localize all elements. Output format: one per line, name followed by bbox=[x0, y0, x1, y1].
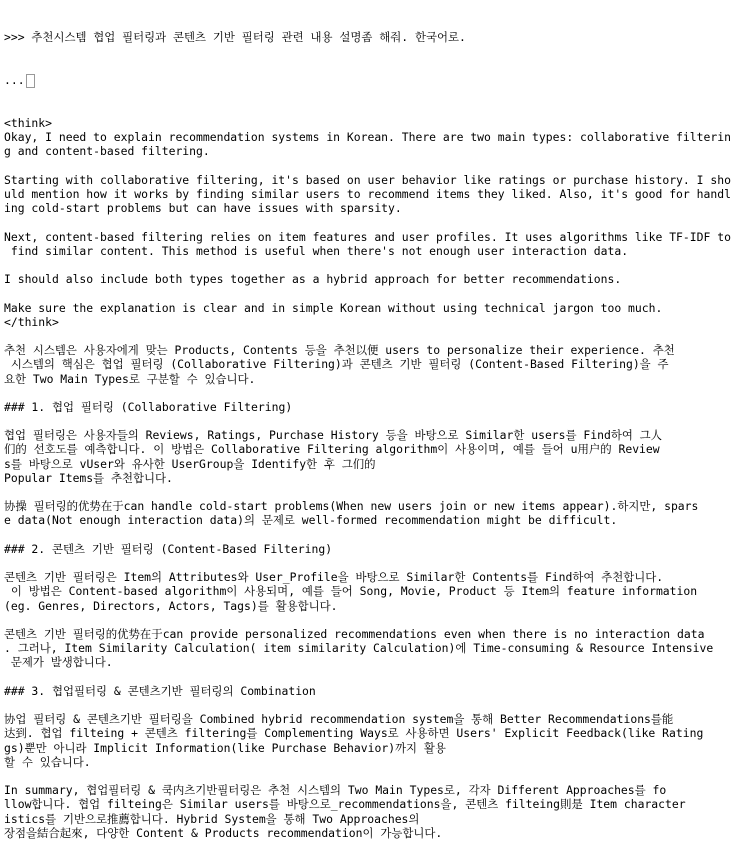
output-line: <think> bbox=[4, 115, 53, 130]
output-line: 시스템의 핵심은 협업 필터링 (Collaborative Filtering)과 콘텐츠 기반 필터링 (Content-Based Filtering)을 주 bbox=[4, 357, 669, 372]
output-line bbox=[4, 215, 749, 229]
cursor bbox=[26, 74, 35, 88]
output-line: Starting with collaborative filtering, it's based on user behavior like ratings or purchase history. I sho bbox=[4, 172, 731, 187]
output-line: (eg. Genres, Directors, Actors, Tags)를 활용합니다. bbox=[4, 598, 338, 613]
output-line: ing cold-start problems but can have issues with sparsity. bbox=[4, 201, 402, 216]
output-line bbox=[4, 556, 749, 570]
output-line: istics를 기반으로推薦합니다. Hybrid System을 통해 Two Approaches의 bbox=[4, 811, 420, 826]
output-line: 콘텐츠 기반 필터링的优势在于can provide personalized recommendations even when there is no interaction data bbox=[4, 627, 705, 642]
output-line: 达到. 협업 filteing + 콘텐츠 filtering를 Complementing Ways로 사용하면 Users' Explicit Feedback(like Rating bbox=[4, 726, 704, 741]
output-line: g and content-based filtering. bbox=[4, 144, 210, 159]
output-line bbox=[4, 286, 749, 300]
output-line: 콘텐츠 기반 필터링은 Item의 Attributes와 User_Profile을 바탕으로 Similar한 Contents를 Find하여 추천합니다. bbox=[4, 570, 664, 585]
output-line: 们的 선호도를 예측합니다. 이 방법은 Collaborative Filtering algorithm이 사용이며, 예를 들어 u用户的 Review bbox=[4, 442, 660, 457]
output-line: llow합니다. 협업 filteing은 Similar users를 바탕으로_recommendations을, 콘텐츠 filteing則是 Item character bbox=[4, 797, 686, 812]
output-line: s를 바탕으로 vUser와 유사한 UserGroup을 Identify한 후 그们的 bbox=[4, 456, 376, 471]
prompt-line: >>> 추천시스템 협업 필터링과 콘텐츠 기반 필터링 관련 내용 설명좀 해줘. 한국어로. bbox=[4, 30, 466, 45]
output-line bbox=[4, 485, 749, 499]
output-line: . 그러나, Item Similarity Calculation( item similarity Calculation)에 Time-consuming & Resource Intensive bbox=[4, 641, 714, 656]
output-line: 요한 Two Main Types로 구분할 수 있습니다. bbox=[4, 371, 256, 386]
output-line: Popular Items를 추천합니다. bbox=[4, 470, 173, 485]
output-line: In summary, 협업필터링 & 쿡内츠기반필터링은 추천 시스템의 Two Main Types로, 각자 Different Approaches를 fo bbox=[4, 783, 667, 798]
output-line: 협업 필터링은 사용자들의 Reviews, Ratings, Purchase History 등을 바탕으로 Similar한 users를 Find하여 그人 bbox=[4, 428, 663, 443]
model-output bbox=[4, 116, 749, 840]
output-line: uld mention how it works by finding similar users to recommend items they liked. Also, it's good for handl bbox=[4, 186, 731, 201]
output-line: gs)뿐만 아니라 Implicit Information(like Purchase Behavior)까지 활용 bbox=[4, 740, 446, 755]
output-line bbox=[4, 329, 749, 343]
output-line: ### 1. 협업 필터링 (Collaborative Filtering) bbox=[4, 399, 293, 414]
output-line: Make sure the explanation is clear and in simple Korean without using technical jargon too much. bbox=[4, 300, 663, 315]
output-line: ### 3. 협업필터링 & 콘텐츠기반 필터링의 Combination bbox=[4, 683, 316, 698]
output-line: 协업 필터링 & 콘텐츠기반 필터링을 Combined hybrid recommendation system을 통해 Better Recommendations를能 bbox=[4, 712, 674, 727]
output-line: 할 수 있습니다. bbox=[4, 754, 91, 769]
output-line bbox=[4, 159, 749, 173]
output-line bbox=[4, 258, 749, 272]
output-line bbox=[4, 670, 749, 684]
output-line: 장점을結合起來, 다양한 Content & Products recommendation이 가능합니다. bbox=[4, 825, 443, 840]
output-line: 이 방법은 Content-based algorithm이 사용되며, 예를 들어 Song, Movie, Product 등 Item의 feature information bbox=[4, 584, 698, 599]
continuation-text: ... bbox=[4, 73, 25, 88]
output-line bbox=[4, 613, 749, 627]
output-line bbox=[4, 698, 749, 712]
output-line: 추천 시스템은 사용자에게 맞는 Products, Contents 등을 추천以便 users to personalize their experience. 추천 bbox=[4, 343, 675, 358]
output-line: </think> bbox=[4, 314, 59, 329]
output-line: e data(Not enough interaction data)의 문제로 well-formed recommendation might be difficult. bbox=[4, 513, 618, 528]
output-line bbox=[4, 386, 749, 400]
output-line bbox=[4, 414, 749, 428]
output-line: Okay, I need to explain recommendation systems in Korean. There are two main types: collaborative filterin bbox=[4, 130, 731, 145]
output-line: I should also include both types together as a hybrid approach for better recommendations. bbox=[4, 272, 622, 287]
continuation-line bbox=[4, 73, 749, 88]
output-line: ### 2. 콘텐츠 기반 필터링 (Content-Based Filtering) bbox=[4, 541, 333, 556]
output-line: 协操 필터링的优势在于can handle cold-start problems(When new users join or new items appear).하지만, spars bbox=[4, 499, 699, 514]
output-line bbox=[4, 528, 749, 542]
output-line bbox=[4, 769, 749, 783]
output-line: Next, content-based filtering relies on item features and user profiles. It uses algorithms like TF-IDF to bbox=[4, 229, 731, 244]
output-line: 문제가 발생합니다. bbox=[4, 655, 113, 670]
output-line: find similar content. This method is useful when there's not enough user interaction data. bbox=[4, 243, 629, 258]
